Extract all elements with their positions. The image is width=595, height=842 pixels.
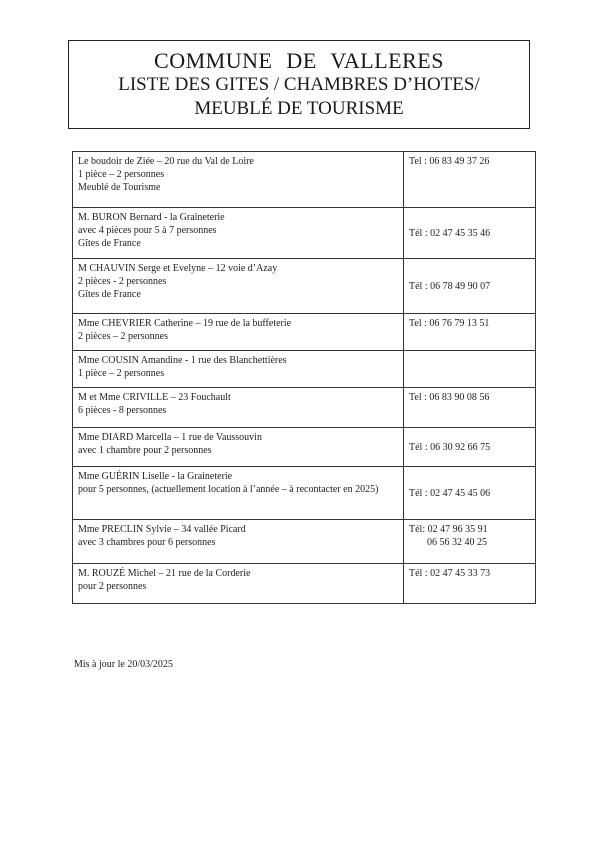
listing-name: M. BURON Bernard - la Graineterie	[78, 212, 225, 223]
listing-description	[73, 564, 404, 604]
phone-number: Tel : 06 83 49 37 26	[409, 156, 490, 167]
listing-detail: avec 3 chambres pour 6 personnes	[78, 537, 216, 548]
table-row	[73, 467, 536, 520]
listing-description	[73, 152, 404, 208]
listing-detail: pour 2 personnes	[78, 581, 147, 592]
phone-number-secondary: 06 56 32 40 25	[427, 537, 487, 548]
listing-name: M et Mme CRIVILLE – 23 Fouchault	[78, 392, 231, 403]
listing-name: Mme CHEVRIER Catherine – 19 rue de la buffeterie	[78, 318, 292, 329]
listing-description	[73, 314, 404, 351]
phone-number: Tél : 06 78 49 90 07	[409, 281, 491, 292]
listing-name: Mme PRECLIN Sylvie – 34 vallée Picard	[78, 524, 246, 535]
listing-name: Mme GUÉRIN Liselle - la Graineterie	[78, 471, 233, 482]
listing-name: M CHAUVIN Serge et Evelyne – 12 voie d’Azay	[78, 263, 278, 274]
listing-detail: pour 5 personnes, (actuellement location à l’année – à recontacter en 2025)	[78, 484, 379, 495]
title-box	[68, 40, 530, 129]
update-date: Mis à jour le 20/03/2025	[74, 659, 173, 670]
listing-detail: 1 pièce – 2 personnes	[78, 368, 165, 379]
listing-detail: avec 1 chambre pour 2 personnes	[78, 445, 212, 456]
listing-detail: 2 pièces - 2 personnes	[78, 276, 167, 287]
phone-number: Tél : 02 47 45 35 46	[409, 228, 491, 239]
table-row	[73, 388, 536, 428]
listing-description	[73, 388, 404, 428]
list-title: LISTE DES GITES / CHAMBRES D’HOTES/	[118, 74, 480, 95]
listing-detail: avec 4 pièces pour 5 à 7 personnes	[78, 225, 217, 236]
listing-phone-cell	[404, 314, 536, 351]
listing-phone-cell	[404, 564, 536, 604]
table-row	[73, 520, 536, 564]
listing-phone-cell	[404, 520, 536, 564]
listing-phone-cell	[404, 388, 536, 428]
listing-phone-cell	[404, 351, 536, 388]
listing-name: M. ROUZÉ Michel – 21 rue de la Corderie	[78, 568, 251, 579]
listing-detail: 1 pièce – 2 personnes	[78, 169, 165, 180]
listing-phone-cell	[404, 428, 536, 467]
listing-phone-cell	[404, 208, 536, 259]
listing-label: Gîtes de France	[78, 238, 141, 249]
commune-title: COMMUNE DE VALLERES	[154, 48, 444, 73]
listing-phone-cell	[404, 467, 536, 520]
phone-number: Tel : 06 76 79 13 51	[409, 318, 490, 329]
table-row	[73, 314, 536, 351]
phone-number: Tél : 02 47 45 45 06	[409, 488, 491, 499]
listing-label: Gîtes de France	[78, 289, 141, 300]
listing-description	[73, 351, 404, 388]
listing-name: Mme DIARD Marcella – 1 rue de Vaussouvin	[78, 432, 262, 443]
phone-number: Tél : 02 47 45 33 73	[409, 568, 491, 579]
listing-description	[73, 467, 404, 520]
list-subtitle: MEUBLÉ DE TOURISME	[194, 98, 404, 119]
listing-description	[73, 428, 404, 467]
listing-label: Meublé de Tourisme	[78, 182, 161, 193]
table-row	[73, 208, 536, 259]
listing-phone-cell	[404, 259, 536, 314]
listings-table	[72, 151, 536, 604]
listing-detail: 6 pièces - 8 personnes	[78, 405, 167, 416]
listing-description	[73, 520, 404, 564]
listing-detail: 2 pièces – 2 personnes	[78, 331, 168, 342]
phone-number: Tél: 02 47 96 35 91	[409, 524, 488, 535]
table-row	[73, 259, 536, 314]
phone-number: Tel : 06 83 90 08 56	[409, 392, 490, 403]
phone-number: Tél : 06 30 92 66 75	[409, 442, 491, 453]
table-row	[73, 564, 536, 604]
table-row	[73, 428, 536, 467]
table-row	[73, 152, 536, 208]
listing-name: Mme COUSIN Amandine - 1 rue des Blanchettières	[78, 355, 287, 366]
listing-phone-cell	[404, 152, 536, 208]
listing-description	[73, 259, 404, 314]
listing-description	[73, 208, 404, 259]
table-row	[73, 351, 536, 388]
listing-name: Le boudoir de Ziée – 20 rue du Val de Loire	[78, 156, 254, 167]
